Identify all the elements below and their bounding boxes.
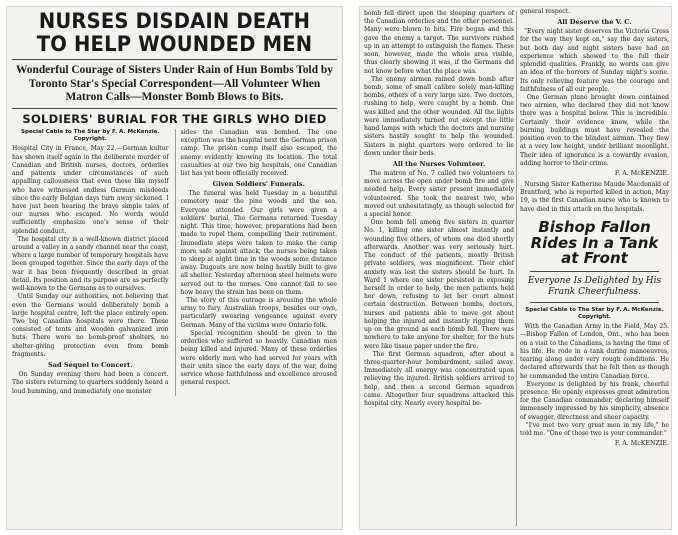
- headline-rule: [12, 59, 337, 60]
- nurses-article-clipping: [6, 6, 343, 530]
- headline-line-1: NURSES DISDAIN DEATH: [38, 9, 311, 33]
- body-fragment: general respect.: [520, 8, 571, 15]
- bishop-fallon-deck: Everyone Is Delighted by His Frank Cheerfulness.: [527, 276, 662, 297]
- deck-rule: [530, 302, 659, 303]
- body-paragraphs: bomb fell direct upon the sleeping quarters of the Canadian orderlies and the other personnel. Many were blown to bits. Fire began and this gave the enemy a target. The survivors rushed up in an attempt to extinguish the flames. These soon, however, made the whole area visible, thus clearly showing it was, if the Germans did not know before what the place was. The enemy airmen rained down bomb after bomb, some of small calibre solely man-killing bombs, others of a very large size. Two doctors, rushing to help, were caught by a bomb. One was killed and the other wounded. All the lights were immediately turned out except the little hand lamps with which the doctors and nursing sisters hastily sought to help the wounded. Sisters in night quarters were ordered to lie down under their beds.: [364, 10, 514, 157]
- cable-credit: Special Cable to The Star by F. A. McKenzie. Copyright.: [20, 128, 160, 143]
- body-paragraphs: sides the Canadian was bombed. The one exception was the hospital next the German prison camp. The prison camp itself also escaped, the enemy evidently knowing its location. The total casualties at our two big hospitals, one Canadian list has yet been officially received.: [180, 128, 339, 177]
- body-paragraphs: Hospital City in France, May 22.—German kultur has shown itself again in the deliberate murder of Canadian and British nurses, doctors, orderlies and patients under circumstances of such appalling callousness that even those like myself who have witnessed endless German misdeeds since the early Belgian days turn away sickened. I have just been hearing the brave simple tales of our nurses who escaped. No words would sufficiently emphasize one's sense of their splendid conduct. The hospital city is a well-known district placed around a valley in a sandy channel near the coast, where a large number of temporary hospitals have been grouped together. Since the early days of the war it has been frequently described in great detail. Its position and its purpose are as perfectly well-known to the Germans as to ourselves. Until Sunday our authorities, not believing that even the Germans would deliberately bomb a large hospital centre, left the place entirely open. Two big Canadian hospitals were there. These consisted of tents and wooden galvanized iron huts. There were no bomb-proof shelters, no shelter-giving protection even from bomb fragments.: [12, 145, 169, 358]
- article-column-2: [175, 129, 338, 396]
- article-deck: Wonderful Courage of Sisters Under Rain of Hun Bombs Told by Toronto Star's Special Correspondent—All Volunteer When Matron Calls—Monster Bomb Blows to Bits.: [16, 63, 333, 104]
- headline-rule: [530, 271, 659, 272]
- crosshead: Given Soldiers' Funerals.: [212, 180, 305, 189]
- cable-credit: Special Cable to The Star by F. A. McKenzie. Copyright.: [525, 306, 664, 320]
- continuation-column-1: [364, 7, 514, 529]
- body-paragraphs: The matron of No. 7 called two volunteers to move across the open under bomb fire and give needed help. Every sister present immediately volunteered. She took the nearest two, who moved out unhesitatingly, as though selected for a special honor. One bomb fell among five sisters in quarter No. 1, killing one sister almost instantly and wounding five others, of whom one died shortly afterwards. Another was very seriously hurt. The conduct of the patients, mostly British private soldiers, was magnificent. Their chief anxiety was lest the sisters should be hurt. In Ward 1 where one sister persisted in exposing herself in order to help, the men patients held her down, refusing to let her court almost certain destruction. Between bombs, doctors, nurses and patients able to move got about helping the injured and instantly rigging them up on the ground as each bomb fell. There was nowhere to take anyone for shelter, for the huts were like tissue paper under the fire. The first German squadron, after about a three-quarter-hour bombardment, sailed away. Immediately all energy was concentrated upon relieving the injured. British soldiers arrived to help, and then a second German squadron came. Altogether four squadrons attacked this hospital city. Nearly every hospital be-: [364, 169, 514, 408]
- headline-line-2: TO HELP WOUNDED MEN: [36, 32, 313, 57]
- column-divider: [516, 11, 517, 526]
- body-paragraphs: With the Canadian Army in the Field, May 25.—Bishop Fallon of London, Ont., who has been on a visit to the Canadians, is having the time of his life. He rode in a tank during manoeuvres, tearing along under very rough conditions. He declared afterwards that he felt then as though he commanded the entire Canadian force. Everyone is delighted by his frank, cheerful presence. He openly expresses great admiration for the Canadian commander, declaring himself immensely impressed by his simplicity, absence of swagger, directness and sheer capacity. "I've met two very great men in my life," he told me. "One of those two is your commander.": [520, 323, 669, 438]
- crosshead: Sad Sequel to Concert.: [47, 361, 133, 370]
- article-column-1: [12, 129, 169, 396]
- byline-signature: F. A. McKENZIE.: [614, 440, 669, 448]
- continuation-column-2: [520, 7, 669, 529]
- crosshead: All the Nurses Volunteer.: [392, 159, 486, 168]
- byline-signature: F. A. McKENZIE.: [614, 169, 669, 177]
- continuation-clipping: [359, 6, 672, 530]
- article-columns: [12, 129, 337, 396]
- crosshead: All Deserve the V. C.: [557, 18, 632, 27]
- body-paragraphs: "Every night sister deserves the Victoria Cross for the way they kept on," say the day sisters, but both day and night sisters have had an experience which showed to the full their splendid qualities. Frankly, no words can give an idea of the horrors of Sunday night's scene. Its only relieving feature was the courage and faithfulness of all our people. One German plane brought down contained two airmen, who declared they did not know there was a hospital below. This is incredible. Certainly their evidence knew, while the burning buildings must have revealed the position even to the blindest airman. They flew at a very low height, under brilliant moonlight. Their idea of ignorance is a cowardly evasion, adding horror to their crime.: [520, 28, 669, 167]
- bishop-fallon-headline: Bishop Fallon Rides In a Tank at Front: [530, 217, 659, 268]
- body-paragraphs: On Sunday evening there had been a concert. The sisters returning to quarters suddenly heard a loud humming, and immediately one monster: [12, 371, 171, 395]
- body-paragraphs: The funeral was held Tuesday in a beautiful cemetery near the pine woods and the sea. Everyone attended. Our girls were given a soldiers' burial. The Germans returned Tuesday night. This time, however, preparations had been made to repel them, compelling their retirement. Immediate steps were taken to make the camp more safe against attack, the nurses being taken to sleep at night time in the woods some distance away. Dugouts are now being hastily built to give all shelter. Yesterday afternoon steel helmets were served out to the nurses. One cannot fail to see how heavy the strain has been on them. The story of this outrage is arousing the whole army to fury. Australian troops, besides our own, particularly swearing vengeance against every German. Many of the victims were Ontario folk. Special recognition should be given to the orderlies who suffered so heavily. Canadian men being killed and injured. Many of these orderlies were elderly men who had served for years with their units since the early days of the war, doing service whose faithfulness and excellence aroused general respect.: [180, 190, 337, 387]
- body-paragraphs: Nursing Sister Katherine Maude Macdonald of Brantford, who is reported killed in action, May 19, is the first Canadian nurse who is known to have died in this attack on the hospitals.: [520, 180, 671, 213]
- deck-rule: [12, 108, 337, 109]
- article-subhead: SOLDIERS' BURIAL FOR THE GIRLS WHO DIED: [22, 111, 327, 126]
